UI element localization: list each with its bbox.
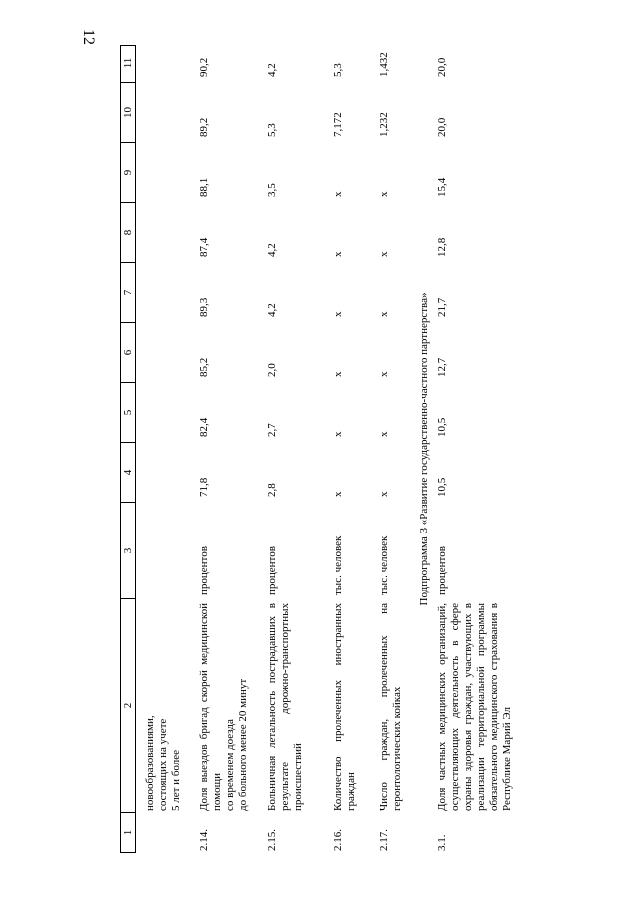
value-cell: 4,2 bbox=[266, 63, 278, 77]
value-cell: 89,3 bbox=[198, 297, 210, 317]
value-cell: x bbox=[378, 491, 390, 497]
value-cell: 2,8 bbox=[266, 483, 278, 497]
value-cell: x bbox=[378, 311, 390, 317]
header-cell: 3 bbox=[121, 502, 135, 598]
indicator-name: Доля выездов бригад скорой медицинской помощи со временем доезда до больного менее 20 минут bbox=[198, 603, 249, 811]
value-cell: 1,432 bbox=[378, 52, 390, 77]
indicator-name: Доля частных медицинских организаций, осуществляющих деятельность в сфере охраны здоровья граждан, участвующих в реализации территориальной программы обязательного медицинского страхования в Республике Марий Эл bbox=[436, 603, 513, 811]
value-cell: 1,232 bbox=[378, 112, 390, 137]
value-cell: 2,0 bbox=[266, 363, 278, 377]
row-number: 2.14. bbox=[198, 829, 210, 851]
value-cell: x bbox=[332, 311, 344, 317]
value-cell: x bbox=[332, 491, 344, 497]
unit-cell: процентов bbox=[198, 546, 210, 595]
indicator-name: Больничная летальность пострадавших в результате дорожно-транспортных происшествий bbox=[266, 603, 304, 811]
value-cell: 12,8 bbox=[436, 237, 448, 257]
value-cell: 71,8 bbox=[198, 477, 210, 497]
value-cell: x bbox=[378, 251, 390, 257]
value-cell: x bbox=[378, 431, 390, 437]
page-number: 12 bbox=[80, 29, 97, 45]
indicator-name: новообразованиями, состоящих на учете 5 лет и более bbox=[144, 715, 182, 811]
unit-cell: процентов bbox=[436, 546, 448, 595]
value-cell: 10,5 bbox=[436, 417, 448, 437]
value-cell: 10,5 bbox=[436, 477, 448, 497]
value-cell: 4,2 bbox=[266, 303, 278, 317]
header-cell: 8 bbox=[121, 202, 135, 262]
value-cell: 2,7 bbox=[266, 423, 278, 437]
value-cell: 20,0 bbox=[436, 57, 448, 77]
value-cell: 5,3 bbox=[332, 63, 344, 77]
indicator-name: Количество пролеченных иностранных граждан bbox=[332, 603, 357, 811]
value-cell: x bbox=[378, 371, 390, 377]
header-cell: 5 bbox=[121, 382, 135, 442]
value-cell: 7,172 bbox=[332, 112, 344, 137]
value-cell: 5,3 bbox=[266, 123, 278, 137]
value-cell: x bbox=[332, 431, 344, 437]
value-cell: 85,2 bbox=[198, 357, 210, 377]
value-cell: x bbox=[332, 251, 344, 257]
row-number: 3.1. bbox=[436, 834, 448, 851]
subprogram-title: Подпрограмма 3 «Развитие государственно-частного партнерства» bbox=[418, 292, 430, 606]
row-number: 2.17. bbox=[378, 829, 390, 851]
table-header bbox=[120, 45, 136, 853]
value-cell: 89,2 bbox=[198, 117, 210, 137]
value-cell: 3,5 bbox=[266, 183, 278, 197]
header-cell: 7 bbox=[121, 262, 135, 322]
header-cell: 11 bbox=[122, 57, 134, 69]
header-cell: 9 bbox=[121, 142, 135, 202]
unit-cell: процентов bbox=[266, 546, 278, 595]
value-cell: x bbox=[332, 191, 344, 197]
header-cell: 6 bbox=[121, 322, 135, 382]
value-cell: 82,4 bbox=[198, 417, 210, 437]
row-number: 2.16. bbox=[332, 829, 344, 851]
value-cell: 87,4 bbox=[198, 237, 210, 257]
value-cell: 90,2 bbox=[198, 57, 210, 77]
value-cell: 20,0 bbox=[436, 117, 448, 137]
header-cell: 2 bbox=[121, 598, 135, 812]
unit-cell: тыс. человек bbox=[378, 535, 390, 595]
value-cell: 15,4 bbox=[436, 177, 448, 197]
header-cell: 1 bbox=[121, 812, 135, 852]
value-cell: 4,2 bbox=[266, 243, 278, 257]
value-cell: 21,7 bbox=[436, 297, 448, 317]
value-cell: 88,1 bbox=[198, 177, 210, 197]
indicator-table bbox=[120, 45, 639, 853]
header-cell: 10 bbox=[121, 82, 135, 142]
value-cell: x bbox=[332, 371, 344, 377]
row-number: 2.15. bbox=[266, 829, 278, 851]
value-cell: 12,7 bbox=[436, 357, 448, 377]
unit-cell: тыс. человек bbox=[332, 535, 344, 595]
indicator-name: Число граждан, пролеченных на геронтологических койках bbox=[378, 603, 403, 811]
value-cell: x bbox=[378, 191, 390, 197]
header-cell: 4 bbox=[121, 442, 135, 502]
